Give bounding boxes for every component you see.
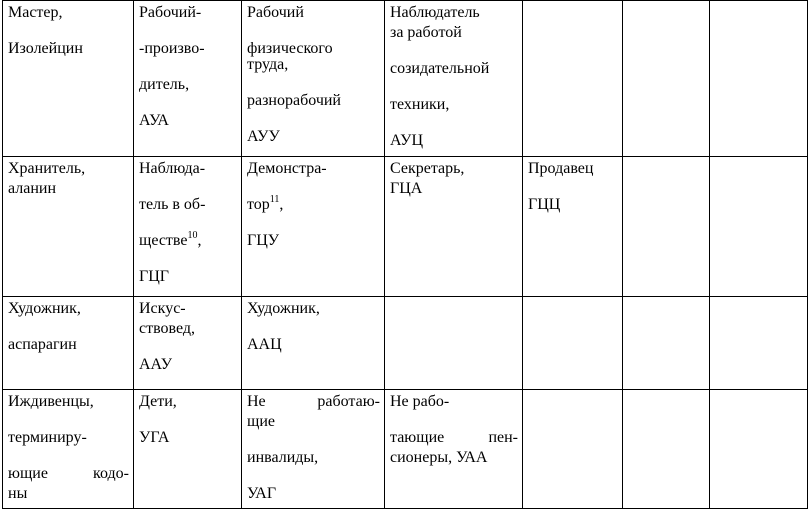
table-cell <box>710 297 808 390</box>
table-cell: Продавец ГЦЦ <box>523 157 623 297</box>
table-cell <box>710 390 808 509</box>
table-cell <box>623 1 710 157</box>
table-cell: Секретарь, ГЦА <box>385 157 523 297</box>
table-cell: Художник, аспарагин <box>3 297 134 390</box>
table-cell <box>710 1 808 157</box>
table-cell: Наблюдатель за работой созидательной техники, АУЦ <box>385 1 523 157</box>
table-cell <box>623 157 710 297</box>
table-cell: Не работаю- щие инвалиды, УАГ <box>242 390 385 509</box>
table-cell: Не рабо- тающие пен- сионеры, УАА <box>385 390 523 509</box>
table-row <box>3 157 808 297</box>
table-cell: Хранитель, аланин <box>3 157 134 297</box>
table-row <box>3 390 808 509</box>
table-row <box>3 1 808 157</box>
table-cell: Иждивенцы, терминиру- ющие кодо- ны <box>3 390 134 509</box>
table-cell <box>523 1 623 157</box>
table-cell: Дети, УГА <box>134 390 242 509</box>
table-cell: Рабочий- -произво- дитель, АУА <box>134 1 242 157</box>
table-cell <box>523 390 623 509</box>
table-cell <box>385 297 523 390</box>
table-cell: Демонстра- тор$^{11}$, ГЦУ <box>242 157 385 297</box>
table-cell <box>710 157 808 297</box>
codon-table <box>2 0 808 509</box>
table-cell: Искус- ствовед, ААУ <box>134 297 242 390</box>
table-cell: Художник, ААЦ <box>242 297 385 390</box>
table-cell: Рабочий физического труда, разнорабочий АУУ <box>242 1 385 157</box>
table-cell: Наблюда- тель в об- ществе$^{10}$, ГЦГ <box>134 157 242 297</box>
table-cell: Мастер, Изолейцин <box>3 1 134 157</box>
table-cell <box>523 297 623 390</box>
table-row <box>3 297 808 390</box>
table-cell <box>623 297 710 390</box>
table-cell <box>623 390 710 509</box>
